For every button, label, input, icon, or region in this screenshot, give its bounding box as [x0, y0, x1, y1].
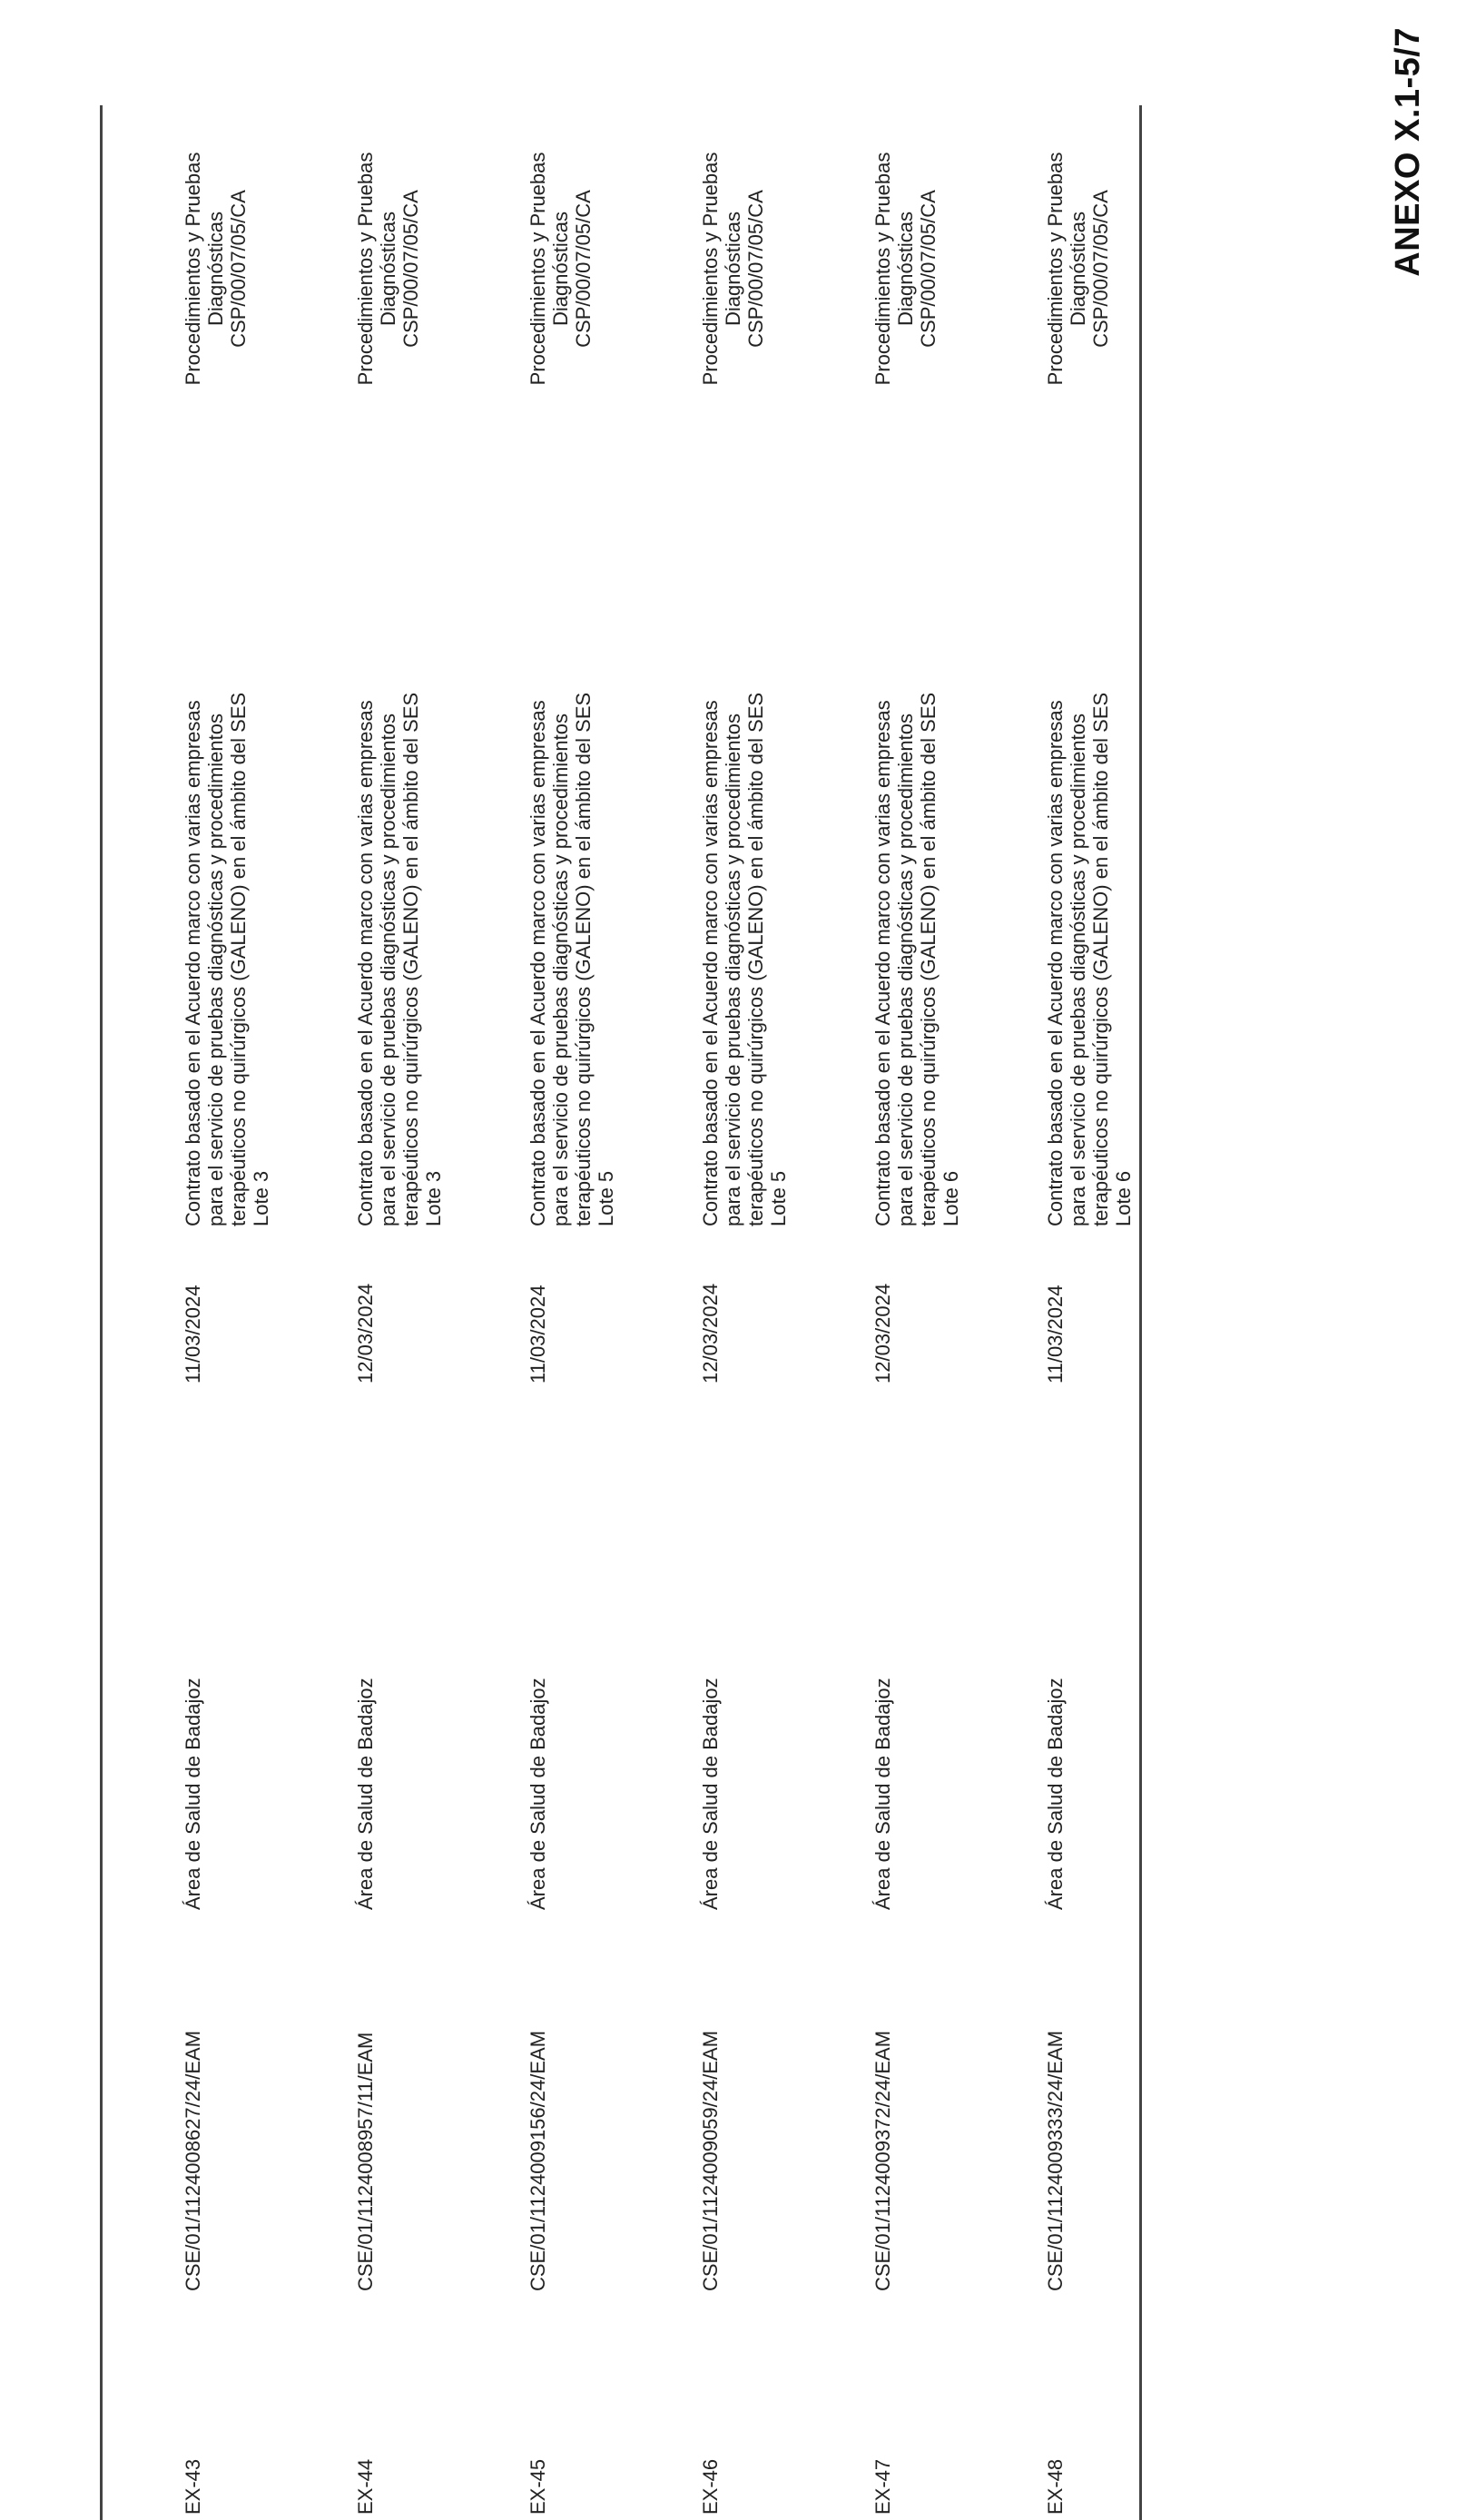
health-area: Área de Salud de Badajoz	[699, 1678, 722, 1910]
description-line: terapéuticos no quirúrgicos (GALENO) en el ámbito del SES	[917, 692, 940, 1226]
record-date: 12/03/2024	[699, 1283, 722, 1383]
contract-description	[871, 536, 962, 1226]
table-bottom-rule	[1139, 105, 1142, 2520]
description-line: para el servicio de pruebas diagnósticas y procedimientos	[549, 714, 572, 1226]
procedure-code: CSP/00/07/05/CA	[572, 190, 595, 348]
contract-description	[182, 536, 272, 1226]
health-area: Área de Salud de Badajoz	[354, 1678, 377, 1910]
procedure-category	[699, 92, 767, 446]
description-line: Contrato basado en el Acuerdo marco con varias empresas	[1044, 700, 1067, 1226]
description-line: para el servicio de pruebas diagnósticas y procedimientos	[894, 714, 917, 1226]
procedure-line: Procedimientos y Pruebas	[354, 152, 377, 386]
table-row	[354, 91, 499, 2520]
record-date: 11/03/2024	[182, 1285, 204, 1383]
description-line: para el servicio de pruebas diagnósticas y procedimientos	[377, 714, 399, 1226]
procedure-category	[354, 92, 422, 446]
record-id: EX-43	[182, 2458, 204, 2515]
health-area: Área de Salud de Badajoz	[182, 1678, 204, 1910]
record-id: EX-46	[699, 2458, 722, 2515]
record-date: 11/03/2024	[1044, 1285, 1067, 1383]
health-area: Área de Salud de Badajoz	[1044, 1678, 1067, 1910]
description-line: Lote 5	[767, 1170, 790, 1226]
description-line: Contrato basado en el Acuerdo marco con varias empresas	[871, 700, 894, 1226]
file-reference: CSE/01/1124009372/24/EAM	[871, 2030, 894, 2291]
procedure-line: Procedimientos y Pruebas	[526, 152, 549, 386]
description-line: Lote 6	[1112, 1170, 1135, 1226]
contract-description	[354, 536, 445, 1226]
procedure-code: CSP/00/07/05/CA	[227, 190, 250, 348]
procedure-line: Diagnósticas	[1067, 212, 1089, 326]
record-date: 12/03/2024	[354, 1283, 377, 1383]
description-line: terapéuticos no quirúrgicos (GALENO) en el ámbito del SES	[1089, 692, 1112, 1226]
description-line: Contrato basado en el Acuerdo marco con varias empresas	[526, 700, 549, 1226]
record-id: EX-47	[871, 2458, 894, 2515]
procedure-line: Procedimientos y Pruebas	[871, 152, 894, 386]
record-id: EX-45	[526, 2458, 549, 2515]
health-area: Área de Salud de Badajoz	[871, 1678, 894, 1910]
description-line: Lote 5	[595, 1170, 617, 1226]
procedure-line: Diagnósticas	[377, 212, 399, 326]
health-area: Área de Salud de Badajoz	[526, 1678, 549, 1910]
contract-description	[699, 536, 790, 1226]
table-top-rule	[100, 105, 103, 2520]
description-line: para el servicio de pruebas diagnósticas y procedimientos	[204, 714, 227, 1226]
table-row	[871, 91, 1017, 2520]
procedure-code: CSP/00/07/05/CA	[399, 190, 422, 348]
record-id: EX-48	[1044, 2458, 1067, 2515]
table-row	[699, 91, 844, 2520]
record-date: 11/03/2024	[526, 1285, 549, 1383]
procedure-code: CSP/00/07/05/CA	[744, 190, 767, 348]
procedure-line: Diagnósticas	[894, 212, 917, 326]
description-line: terapéuticos no quirúrgicos (GALENO) en el ámbito del SES	[572, 692, 595, 1226]
file-reference: CSE/01/1124009156/24/EAM	[526, 2030, 549, 2291]
file-reference: CSE/01/1124008627/24/EAM	[182, 2030, 204, 2291]
record-date: 12/03/2024	[871, 1283, 894, 1383]
description-line: Contrato basado en el Acuerdo marco con varias empresas	[699, 700, 722, 1226]
procedure-line: Diagnósticas	[204, 212, 227, 326]
description-line: Lote 6	[940, 1170, 962, 1226]
procedure-category	[182, 92, 250, 446]
table-row	[1044, 91, 1189, 2520]
procedure-category	[871, 92, 940, 446]
description-line: terapéuticos no quirúrgicos (GALENO) en el ámbito del SES	[399, 692, 422, 1226]
procedure-line: Procedimientos y Pruebas	[182, 152, 204, 386]
table-row	[526, 91, 672, 2520]
file-reference: CSE/01/1124008957/11/EAM	[354, 2032, 377, 2291]
description-line: terapéuticos no quirúrgicos (GALENO) en el ámbito del SES	[744, 692, 767, 1226]
procedure-line: Diagnósticas	[549, 212, 572, 326]
description-line: Lote 3	[422, 1170, 445, 1226]
procedure-line: Procedimientos y Pruebas	[699, 152, 722, 386]
contract-description	[1044, 536, 1135, 1226]
description-line: terapéuticos no quirúrgicos (GALENO) en el ámbito del SES	[227, 692, 250, 1226]
file-reference: CSE/01/1124009333/24/EAM	[1044, 2030, 1067, 2291]
description-line: para el servicio de pruebas diagnósticas y procedimientos	[1067, 714, 1089, 1226]
procedure-code: CSP/00/07/05/CA	[917, 190, 940, 348]
record-id: EX-44	[354, 2458, 377, 2515]
page-title: ANEXO X.1-5/7	[1389, 27, 1427, 277]
procedure-line: Procedimientos y Pruebas	[1044, 152, 1067, 386]
file-reference: CSE/01/1124009059/24/EAM	[699, 2030, 722, 2291]
contract-description	[526, 536, 617, 1226]
table-row	[182, 91, 327, 2520]
description-line: para el servicio de pruebas diagnósticas y procedimientos	[722, 714, 744, 1226]
description-line: Contrato basado en el Acuerdo marco con varias empresas	[182, 700, 204, 1226]
procedure-category	[526, 92, 595, 446]
description-line: Lote 3	[250, 1170, 272, 1226]
procedure-line: Diagnósticas	[722, 212, 744, 326]
description-line: Contrato basado en el Acuerdo marco con varias empresas	[354, 700, 377, 1226]
procedure-code: CSP/00/07/05/CA	[1089, 190, 1112, 348]
procedure-category	[1044, 92, 1112, 446]
